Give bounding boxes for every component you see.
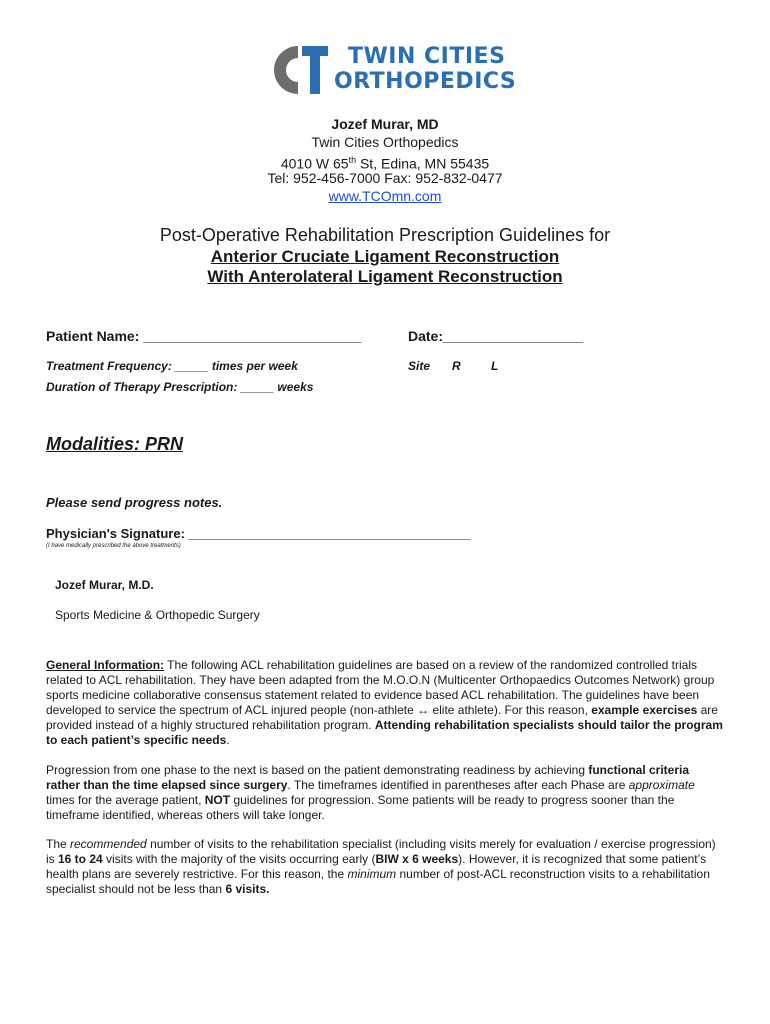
document-title: Post-Operative Rehabilitation Prescription Guidelines for (159, 225, 611, 245)
site-right-option[interactable]: R (452, 359, 461, 373)
therapy-duration-field[interactable]: Duration of Therapy Prescription: _____ weeks (46, 380, 314, 394)
treatment-frequency-field[interactable]: Treatment Frequency: _____ times per week (46, 359, 298, 373)
progression-paragraph: Progression from one phase to the next is based on the patient demonstrating readiness by achieving functional criteria rather than the time elapsed since surgery. The timeframes identified in parentheses after each Phase are approximate times for the average patient, NOT guidelines for progression. Some patients will be ready to progress sooner than the timeframe identified, whereas others will take longer. (46, 763, 695, 822)
date-field[interactable]: Date:__________________ (408, 328, 584, 344)
signer-name: Jozef Murar, M.D. (55, 578, 154, 592)
contact-phone-fax: Tel: 952-456-7000 Fax: 952-832-0477 (267, 170, 503, 186)
signer-specialty: Sports Medicine & Orthopedic Surgery (55, 608, 260, 622)
recommended-visits-paragraph: The recommended number of visits to the rehabilitation specialist (including visits merely for evaluation / exercise progression) is 16 to 24 visits with the majority of the visits occurring early (BIW x 6 weeks). However, it is recognized that some patient’s health plans are severely restrictive. For this reason, the minimum number of post-ACL reconstruction visits to a rehabilitation specialist should not be less than 6 visits. (46, 837, 716, 896)
site-label: Site (408, 359, 431, 373)
general-information-paragraph: General Information: The following ACL rehabilitation guidelines are based on a review of the randomized controlled trials related to ACL rehabilitation. They have been adapted from the M.O.O.N (Multicenter Orthopaedics Outcomes Network) group sports medicine collaborative consensus statement related to evidence based ACL rehabilitation. The guidelines have been developed to service the spectrum of ACL injured people (non-athlete ↔ elite athlete). For this reason, example exercises are provided instead of a highly structured rehabilitation program. Attending rehabilitation specialists should tailor the program to each patient’s specific needs. (46, 658, 723, 747)
progress-notes-request: Please send progress notes. (46, 495, 223, 510)
procedure-title-line2: With Anterolateral Ligament Reconstruction (207, 267, 563, 286)
street-address: 4010 W 65th St, Edina, MN 55435 (280, 155, 490, 172)
signature-subtext: (I have medically prescribed the above treatments) (46, 543, 181, 549)
site-left-option[interactable]: L (491, 359, 499, 373)
website-link[interactable]: www.TCOmn.com (328, 188, 442, 204)
practice-name: Twin Cities Orthopedics (311, 134, 459, 150)
patient-name-field[interactable]: Patient Name: ____________________________ (46, 328, 362, 344)
modalities-heading: Modalities: PRN (46, 434, 184, 454)
tco-logo-mark-icon (268, 42, 330, 98)
procedure-title-line1: Anterior Cruciate Ligament Reconstruction (210, 247, 560, 266)
doctor-name: Jozef Murar, MD (331, 116, 439, 132)
logo-text-line1: TWIN CITIES (348, 44, 506, 69)
physician-signature-field[interactable]: Physician's Signature: _______________________________________ (46, 526, 471, 541)
logo-text-line2: ORTHOPEDICS (334, 69, 517, 94)
practice-logo (268, 42, 517, 98)
